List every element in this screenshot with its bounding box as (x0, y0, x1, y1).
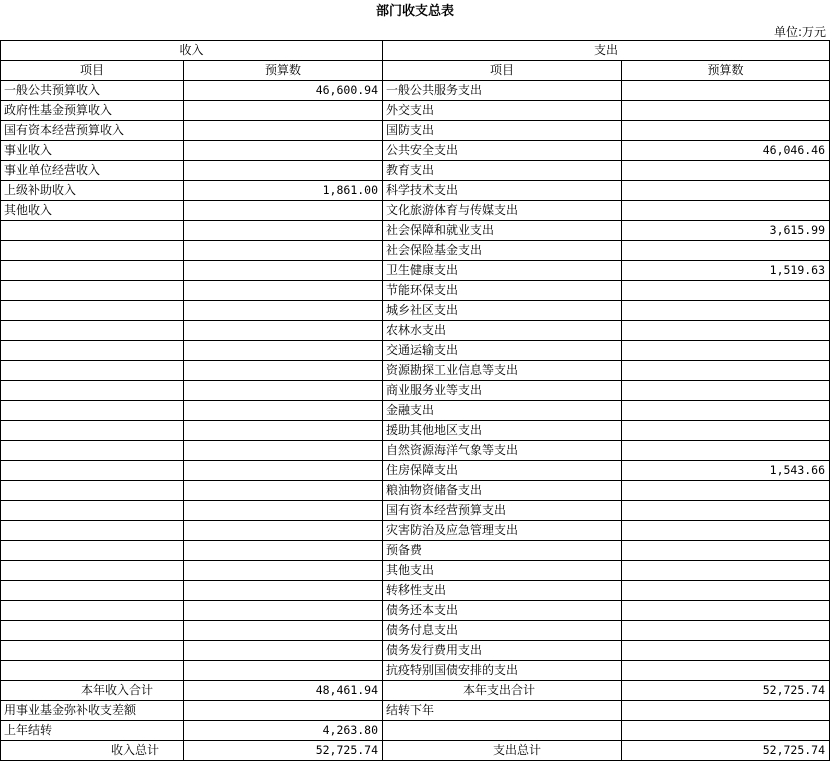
expense-budget-cell (622, 121, 830, 141)
total-expense-label: 结转下年 (383, 701, 622, 721)
income-budget-cell (184, 561, 383, 581)
income-budget-cell: 46,600.94 (184, 81, 383, 101)
income-budget-cell (184, 261, 383, 281)
income-item-cell (1, 521, 184, 541)
expense-budget-cell (622, 621, 830, 641)
total-expense-value: 52,725.74 (622, 741, 830, 761)
expense-budget-cell (622, 241, 830, 261)
table-row (1, 301, 830, 321)
expense-item-cell: 城乡社区支出 (383, 301, 622, 321)
total-expense-value (622, 721, 830, 741)
expense-budget-cell (622, 201, 830, 221)
expense-budget-cell (622, 401, 830, 421)
income-budget-cell (184, 541, 383, 561)
income-item-cell (1, 321, 184, 341)
table-row (1, 201, 830, 221)
expense-budget-cell (622, 281, 830, 301)
income-item-cell (1, 641, 184, 661)
expense-item-cell: 债务还本支出 (383, 601, 622, 621)
total-income-value: 52,725.74 (184, 741, 383, 761)
income-item-cell: 一般公共预算收入 (1, 81, 184, 101)
income-item-cell (1, 621, 184, 641)
expense-budget-cell (622, 421, 830, 441)
total-income-value (184, 701, 383, 721)
expense-item-cell: 公共安全支出 (383, 141, 622, 161)
expense-budget-cell (622, 181, 830, 201)
table-row (1, 101, 830, 121)
expense-item-cell: 科学技术支出 (383, 181, 622, 201)
expense-budget-cell: 46,046.46 (622, 141, 830, 161)
expense-item-cell: 商业服务业等支出 (383, 381, 622, 401)
income-budget-cell (184, 281, 383, 301)
income-item-cell (1, 221, 184, 241)
expense-item-cell: 住房保障支出 (383, 461, 622, 481)
table-row (1, 121, 830, 141)
income-budget-cell (184, 241, 383, 261)
table-row (1, 421, 830, 441)
total-row (1, 701, 830, 721)
table-row (1, 661, 830, 681)
income-budget-cell (184, 661, 383, 681)
income-item-cell (1, 541, 184, 561)
total-row (1, 721, 830, 741)
income-budget-cell (184, 421, 383, 441)
expense-budget-cell (622, 501, 830, 521)
section-header-row (1, 41, 830, 61)
expense-item-cell: 债务付息支出 (383, 621, 622, 641)
income-item-cell (1, 561, 184, 581)
unit-label: 单位:万元 (773, 25, 826, 39)
expense-item-cell: 债务发行费用支出 (383, 641, 622, 661)
total-income-label: 本年收入合计 (1, 681, 184, 701)
income-budget-cell (184, 401, 383, 421)
expense-budget-cell (622, 481, 830, 501)
table-row (1, 321, 830, 341)
total-expense-label (383, 721, 622, 741)
expense-item-cell: 灾害防治及应急管理支出 (383, 521, 622, 541)
expense-item-cell: 卫生健康支出 (383, 261, 622, 281)
table-row (1, 641, 830, 661)
expense-item-cell: 预备费 (383, 541, 622, 561)
income-item-cell (1, 361, 184, 381)
table-row (1, 501, 830, 521)
income-item-cell: 其他收入 (1, 201, 184, 221)
income-budget-cell (184, 201, 383, 221)
table-row (1, 81, 830, 101)
expense-section-header: 支出 (383, 41, 830, 61)
income-item-cell: 政府性基金预算收入 (1, 101, 184, 121)
expense-budget-cell: 1,519.63 (622, 261, 830, 281)
expense-budget-cell (622, 361, 830, 381)
total-income-label: 收入总计 (1, 741, 184, 761)
table-row (1, 581, 830, 601)
expense-item-cell: 交通运输支出 (383, 341, 622, 361)
expense-item-cell: 国有资本经营预算支出 (383, 501, 622, 521)
table-row (1, 241, 830, 261)
income-item-cell (1, 461, 184, 481)
expense-item-cell: 金融支出 (383, 401, 622, 421)
table-row (1, 181, 830, 201)
expense-item-cell: 文化旅游体育与传媒支出 (383, 201, 622, 221)
income-budget-cell (184, 641, 383, 661)
income-item-cell (1, 421, 184, 441)
expense-item-cell: 自然资源海洋气象等支出 (383, 441, 622, 461)
income-item-cell (1, 301, 184, 321)
income-item-cell (1, 661, 184, 681)
table-row (1, 621, 830, 641)
income-item-cell (1, 261, 184, 281)
total-expense-label: 本年支出合计 (383, 681, 622, 701)
income-budget-cell (184, 501, 383, 521)
expense-item-cell: 抗疫特别国债安排的支出 (383, 661, 622, 681)
expense-budget-cell (622, 161, 830, 181)
expense-item-cell: 粮油物资储备支出 (383, 481, 622, 501)
income-budget-cell (184, 141, 383, 161)
income-budget-cell (184, 621, 383, 641)
expense-budget-header: 预算数 (622, 61, 830, 81)
expense-item-header: 项目 (383, 61, 622, 81)
expense-item-cell: 援助其他地区支出 (383, 421, 622, 441)
income-budget-header: 预算数 (184, 61, 383, 81)
income-item-cell (1, 481, 184, 501)
income-item-cell: 上级补助收入 (1, 181, 184, 201)
expense-budget-cell (622, 321, 830, 341)
table-row (1, 401, 830, 421)
expense-item-cell: 转移性支出 (383, 581, 622, 601)
expense-item-cell: 资源勘探工业信息等支出 (383, 361, 622, 381)
income-item-cell (1, 401, 184, 421)
expense-item-cell: 社会保险基金支出 (383, 241, 622, 261)
income-item-cell: 国有资本经营预算收入 (1, 121, 184, 141)
total-income-value: 4,263.80 (184, 721, 383, 741)
table-row (1, 361, 830, 381)
expense-budget-cell (622, 341, 830, 361)
income-budget-cell (184, 361, 383, 381)
income-item-cell (1, 581, 184, 601)
expense-item-cell: 农林水支出 (383, 321, 622, 341)
income-budget-cell: 1,861.00 (184, 181, 383, 201)
table-row (1, 521, 830, 541)
expense-budget-cell: 1,543.66 (622, 461, 830, 481)
expense-item-cell: 一般公共服务支出 (383, 81, 622, 101)
expense-item-cell: 外交支出 (383, 101, 622, 121)
expense-item-cell: 教育支出 (383, 161, 622, 181)
income-budget-cell (184, 521, 383, 541)
income-item-cell (1, 501, 184, 521)
income-item-cell (1, 281, 184, 301)
income-budget-cell (184, 301, 383, 321)
income-budget-cell (184, 601, 383, 621)
report-title: 部门收支总表 (375, 4, 454, 19)
income-section-header: 收入 (1, 41, 383, 61)
table-row (1, 161, 830, 181)
table-row (1, 441, 830, 461)
income-budget-cell (184, 321, 383, 341)
table-row (1, 481, 830, 501)
income-budget-cell (184, 101, 383, 121)
income-budget-cell (184, 221, 383, 241)
table-row (1, 461, 830, 481)
expense-budget-cell (622, 521, 830, 541)
total-expense-label: 支出总计 (383, 741, 622, 761)
income-item-cell (1, 341, 184, 361)
income-budget-cell (184, 581, 383, 601)
total-expense-value: 52,725.74 (622, 681, 830, 701)
total-income-label: 上年结转 (1, 721, 184, 741)
income-budget-cell (184, 381, 383, 401)
income-item-cell (1, 241, 184, 261)
table-row (1, 561, 830, 581)
income-item-cell: 事业单位经营收入 (1, 161, 184, 181)
column-header-row (1, 61, 830, 81)
table-row (1, 261, 830, 281)
total-income-label: 用事业基金弥补收支差额 (1, 701, 184, 721)
table-row (1, 221, 830, 241)
expense-budget-cell (622, 661, 830, 681)
income-item-cell (1, 381, 184, 401)
income-budget-cell (184, 481, 383, 501)
income-budget-cell (184, 161, 383, 181)
expense-budget-cell (622, 101, 830, 121)
expense-budget-cell (622, 381, 830, 401)
income-item-header: 项目 (1, 61, 184, 81)
expense-budget-cell (622, 601, 830, 621)
income-budget-cell (184, 341, 383, 361)
total-expense-value (622, 701, 830, 721)
expense-budget-cell (622, 441, 830, 461)
table-row (1, 281, 830, 301)
total-income-value: 48,461.94 (184, 681, 383, 701)
expense-budget-cell: 3,615.99 (622, 221, 830, 241)
income-item-cell: 事业收入 (1, 141, 184, 161)
table-row (1, 541, 830, 561)
expense-budget-cell (622, 301, 830, 321)
expense-budget-cell (622, 561, 830, 581)
expense-budget-cell (622, 581, 830, 601)
table-row (1, 141, 830, 161)
income-item-cell (1, 441, 184, 461)
expense-budget-cell (622, 81, 830, 101)
table-row (1, 381, 830, 401)
table-row (1, 341, 830, 361)
expense-budget-cell (622, 541, 830, 561)
income-budget-cell (184, 441, 383, 461)
total-row (1, 681, 830, 701)
expense-budget-cell (622, 641, 830, 661)
total-row (1, 741, 830, 761)
expense-item-cell: 节能环保支出 (383, 281, 622, 301)
expense-item-cell: 其他支出 (383, 561, 622, 581)
income-item-cell (1, 601, 184, 621)
expense-item-cell: 社会保障和就业支出 (383, 221, 622, 241)
table-row (1, 601, 830, 621)
income-budget-cell (184, 461, 383, 481)
income-budget-cell (184, 121, 383, 141)
revenue-expense-table (0, 40, 830, 761)
expense-item-cell: 国防支出 (383, 121, 622, 141)
